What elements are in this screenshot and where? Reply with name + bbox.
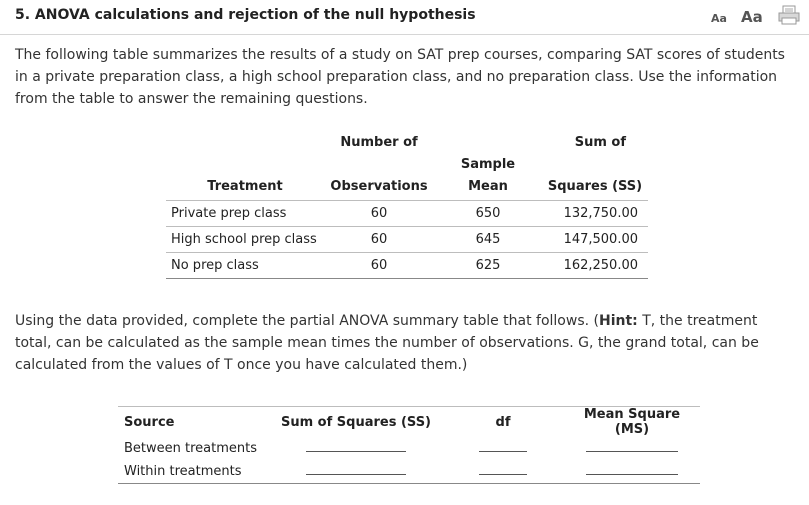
table-row (166, 227, 648, 253)
table-row (118, 437, 700, 460)
sum-of-squares-cell: 162,250.00 (542, 253, 648, 279)
study-summary-table (166, 132, 648, 279)
sample-mean-cell: 645 (434, 227, 542, 253)
header-sample-mean: Sample Mean (460, 157, 516, 194)
table-row (118, 460, 700, 484)
font-size-small-button[interactable]: Aa (711, 12, 727, 25)
header-source: Source (118, 407, 270, 438)
source-cell: Between treatments (124, 441, 258, 456)
instructions-text-after: T, the treatment total, can be calculated as the sample mean times the number of observations. G, the grand total, can be calculated from the values of T once you have calculated them.) (15, 313, 759, 373)
between-ss-input[interactable] (306, 441, 406, 452)
anova-summary-table (118, 406, 700, 484)
header-ss-line1: Sum of (574, 135, 626, 150)
question-title: 5. ANOVA calculations and rejection of the null hypothesis (15, 7, 476, 23)
within-ms-input[interactable] (586, 464, 678, 475)
observations-cell: 60 (324, 227, 434, 253)
question-header (0, 0, 809, 35)
sample-mean-cell: 650 (434, 201, 542, 227)
sum-of-squares-cell: 132,750.00 (542, 201, 648, 227)
header-mean-square: Mean Square (MS) (564, 407, 700, 438)
between-df-input[interactable] (479, 441, 527, 452)
header-treatment: Treatment (207, 179, 283, 194)
sample-mean-cell: 625 (434, 253, 542, 279)
header-sum-of-squares: Sum of Squares (SS) (270, 407, 442, 438)
treatment-cell: No prep class (166, 253, 324, 279)
instructions-paragraph (15, 310, 795, 376)
header-df: df (442, 407, 564, 438)
instructions-text-before: Using the data provided, complete the partial ANOVA summary table that follows. ( (15, 313, 599, 329)
table-row (166, 253, 648, 279)
treatment-cell: Private prep class (166, 201, 324, 227)
header-ss-line2: Squares (SS) (547, 179, 643, 194)
header-observations-line2: Observations (330, 179, 428, 194)
header-observations-line1: Number of (340, 135, 418, 150)
between-ms-input[interactable] (586, 441, 678, 452)
print-icon[interactable] (778, 5, 800, 29)
treatment-cell: High school prep class (166, 227, 324, 253)
hint-label: Hint: (598, 313, 638, 329)
sum-of-squares-cell: 147,500.00 (542, 227, 648, 253)
source-cell: Within treatments (118, 460, 270, 484)
table-row (166, 201, 648, 227)
font-size-large-button[interactable]: Aa (741, 8, 763, 26)
within-df-input[interactable] (479, 464, 527, 475)
observations-cell: 60 (324, 253, 434, 279)
intro-paragraph: The following table summarizes the results of a study on SAT prep courses, comparing SAT scores of students in a private preparation class, a high school preparation class, and no preparation class. Use the information from the table to answer the remaining questions. (15, 47, 785, 107)
observations-cell: 60 (324, 201, 434, 227)
within-ss-input[interactable] (306, 464, 406, 475)
